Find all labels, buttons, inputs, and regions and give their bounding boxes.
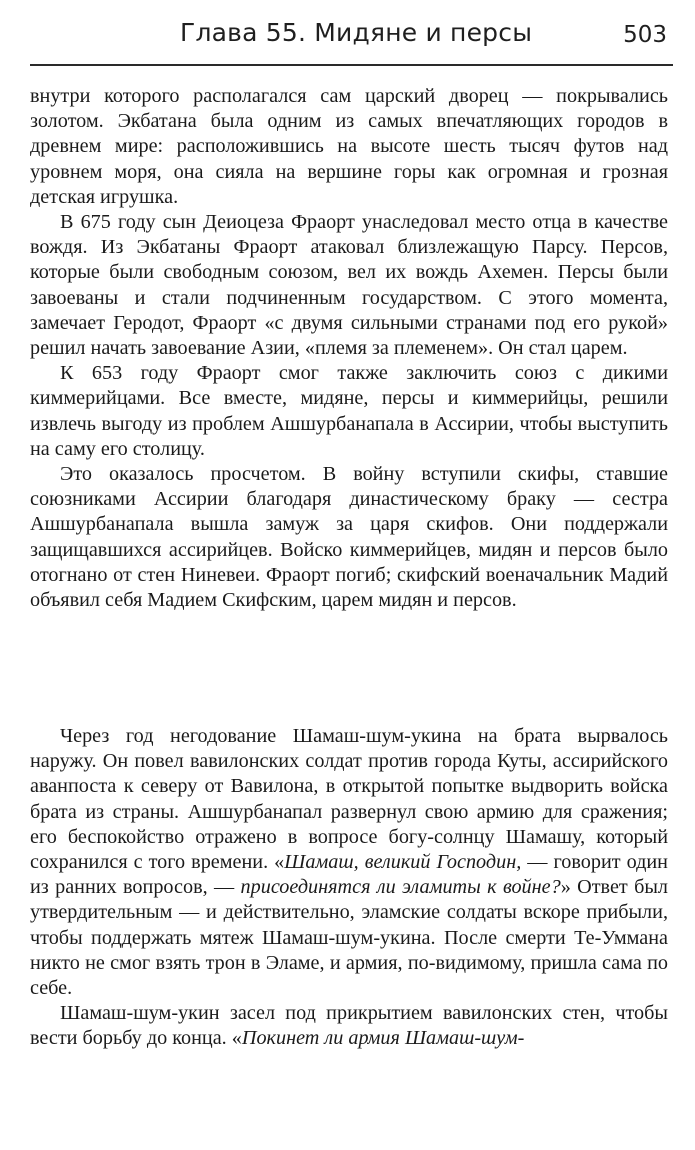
page-number: 503: [623, 22, 667, 48]
paragraph-scythians: Это оказалось просчетом. В войну вступили скифы, ставшие союзниками Ассирии благодаря династическому браку — сестра Ашшурбанапала вышла замуж за царя скифов. Они поддержали защищавшихся ассирийцев. Войско киммерийцев, мидян и персов было отогнано от стен Ниневеи. Фраорт погиб; скифский военачальник Мадий объявил себя Мадием Скифским, царем мидян и персов.: [30, 463, 668, 612]
paragraph-shamash-revolt: [30, 724, 668, 1001]
paragraph-fraort-succession: В 675 году сын Деиоцеза Фраорт унаследовал место отца в качестве вождя. Из Экбатаны Фраорт атаковал близлежащую Парсу. Персов, которые были свободным союзом, вел их вождь Ахемен. Персы были завоеваны и стали подчиненным государством. С этого момента, замечает Геродот, Фраорт «с двумя сильными странами под его рукой» решил начать завоевание Азии, «племя за племенем». Он стал царем.: [30, 211, 668, 360]
body-text-upper: [30, 84, 668, 613]
text-run: Через год негодование Шамаш-шум-укина на брата вырвалось наружу. Он повел вавилонских солдат против города Куты, ассирийского аванпоста к северу от Вавилона, в открытой попытке выдворить войска брата из страны. Ашшурбанапал развернул свою армию для сражения; его беспокойство отражено в вопросе богу-солнцу Шамашу, который сохранился с того времени. «: [30, 725, 668, 874]
text-run: — говорит один из ранних вопросов, —: [30, 851, 668, 899]
running-header: [30, 18, 667, 58]
chapter-title: Глава 55. Мидяне и персы: [180, 18, 533, 47]
italic-quote: Покинет ли армия Шамаш-шум-: [241, 1027, 525, 1050]
paragraph-continuation: внутри которого располагался сам царский дворец — покрывались золотом. Экбатана была одним из самых впечатляющих городов в древнем мире: расположившись на высоте шесть тысяч футов над уровнем моря, она сияла на вершине горы как огромная и грозная детская игрушка.: [30, 85, 668, 208]
italic-quote: Шамаш, великий Господин,: [284, 851, 522, 874]
italic-quote: присоединятся ли эламиты к войне?: [240, 876, 561, 899]
text-run: » Ответ был утвердительным — и действительно, эламские солдаты вскоре прибыли, чтобы поддержать мятеж Шамаш-шум-укина. После смерти Те-Уммана никто не смог взять трон в Эламе, и армия, по-видимому, пришла сама по себе.: [30, 876, 668, 1000]
header-rule: [30, 64, 673, 66]
paragraph-babylon-siege: [30, 1001, 668, 1051]
body-text-lower: [30, 724, 668, 1052]
text-run: Шамаш-шум-укин засел под прикрытием вавилонских стен, чтобы вести борьбу до конца. «: [30, 1002, 668, 1050]
paragraph-cimmerian-alliance: К 653 году Фраорт смог также заключить союз с дикими киммерийцами. Все вместе, мидяне, персы и киммерийцы, решили извлечь выгоду из проблем Ашшурбанапала в Ассирии, чтобы выступить на саму его столицу.: [30, 362, 668, 460]
